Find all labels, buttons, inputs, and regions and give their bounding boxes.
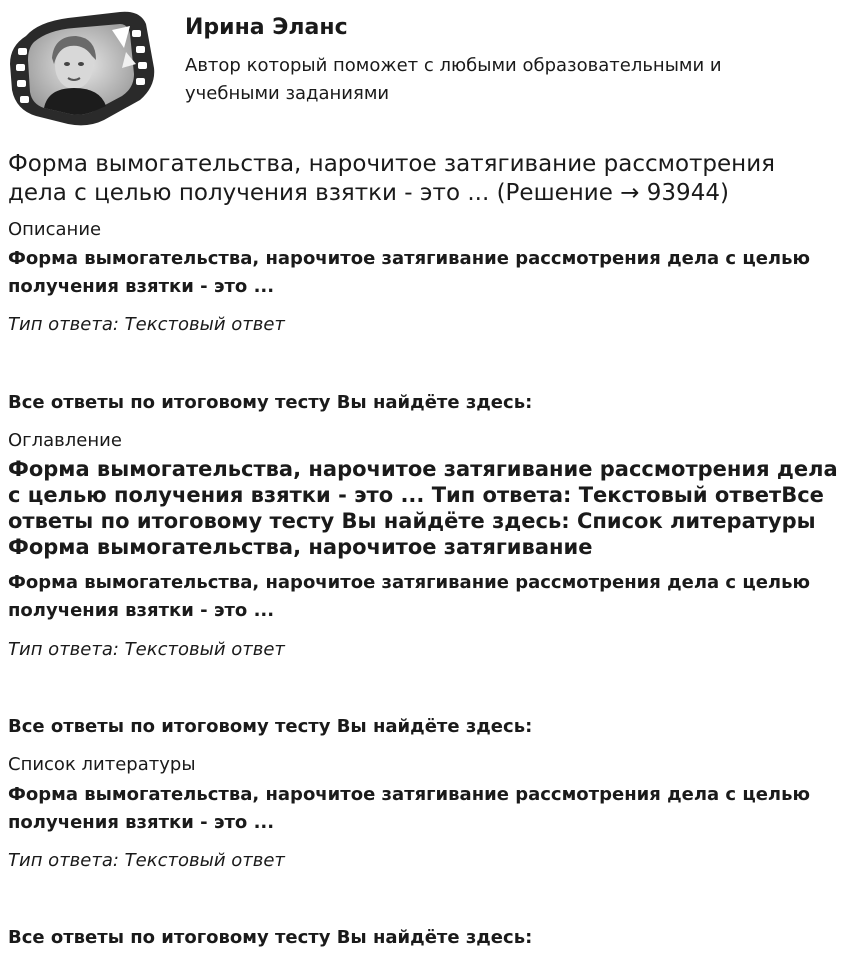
author-name: Ирина Эланс: [185, 15, 348, 40]
author-avatar: [8, 8, 156, 128]
contents-summary: Форма вымогательства, нарочитое затягивание рассмотрения дела с целью получения взятки - это ... Тип ответа: Текстовый ответВсе ответы по итоговому тесту Вы найдёте здесь: Список литературы Форма вымогательства, нарочитое затягивание: [8, 457, 838, 559]
section-label-literature: Список литературы: [8, 754, 196, 775]
literature-answer-type: Тип ответа: Текстовый ответ: [8, 850, 285, 871]
section-label-contents: Оглавление: [8, 430, 122, 451]
author-description: Автор который поможет с любыми образовательными и учебными заданиями: [185, 55, 722, 104]
literature-question: Форма вымогательства, нарочитое затягивание рассмотрения дела с целью получения взятки - это ...: [8, 784, 810, 833]
film-frame-avatar-image: [8, 8, 156, 128]
section-label-description: Описание: [8, 219, 102, 240]
contents-answer-type: Тип ответа: Текстовый ответ: [8, 639, 285, 660]
page-title: Форма вымогательства, нарочитое затягивание рассмотрения дела с целью получения взятки - это ... (Решение → 93944): [8, 151, 775, 206]
description-answer-type: Тип ответа: Текстовый ответ: [8, 314, 285, 335]
contents-question: Форма вымогательства, нарочитое затягивание рассмотрения дела с целью получения взятки - это ...: [8, 572, 810, 621]
description-all-answers: Все ответы по итоговому тесту Вы найдёте здесь:: [8, 392, 533, 413]
contents-all-answers: Все ответы по итоговому тесту Вы найдёте здесь:: [8, 716, 533, 737]
description-question: Форма вымогательства, нарочитое затягивание рассмотрения дела с целью получения взятки - это ...: [8, 248, 810, 297]
literature-all-answers: Все ответы по итоговому тесту Вы найдёте здесь:: [8, 927, 533, 948]
author-block: [8, 8, 828, 128]
